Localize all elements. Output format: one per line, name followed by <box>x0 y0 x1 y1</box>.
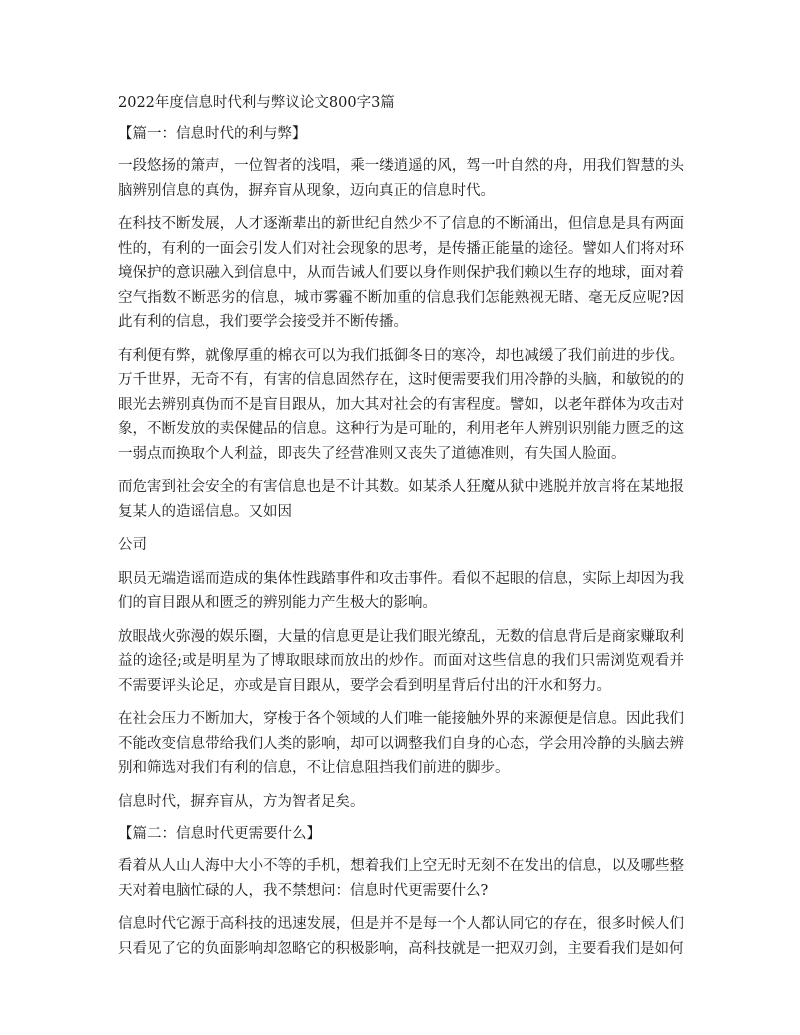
paragraph: 放眼战火弥漫的娱乐圈，大量的信息更是让我们眼光缭乱，无数的信息背后是商家赚取利益的途径;或是明星为了博取眼球而放出的炒作。而面对这些信息的我们只需浏览观看并不需要评头论足，亦或是盲目跟从，要学会看到明星背后付出的汗水和努力。 <box>118 628 684 694</box>
paragraph: 公司 <box>118 537 147 553</box>
paragraph: 一段悠扬的箫声，一位智者的浅唱，乘一缕逍遥的风，驾一叶自然的舟，用我们智慧的头脑辨别信息的真伪，摒弃盲从现象，迈向真正的信息时代。 <box>118 158 684 199</box>
paragraph: 在社会压力不断加大，穿梭于各个领域的人们唯一能接触外界的来源便是信息。因此我们不能改变信息带给我们人类的影响，却可以调整我们自身的心态，学会用冷静的头脑去辨别和筛选对我们有利的信息，不让信息阻挡我们前进的脚步。 <box>118 711 684 776</box>
section-heading-2: 【篇二：信息时代更需要什么】 <box>118 826 321 842</box>
paragraph: 而危害到社会安全的有害信息也是不计其数。如某杀人狂魔从狱中逃脱并放言将在某地报复某人的造谣信息。又如因 <box>118 479 684 520</box>
paragraph: 有利便有弊，就像厚重的棉衣可以为我们抵御冬日的寒冷，却也减缓了我们前进的步伐。万千世界，无奇不有，有害的信息固然存在，这时便需要我们用冷静的头脑，和敏锐的的眼光去辨别真伪而不是盲目跟从，加大其对社会的有害程度。譬如，以老年群体为攻击对象，不断发放的卖保健品的信息。这种行为是可耻的，利用老年人辨别识别能力匮乏的这一弱点而换取个人利益，即丧失了经营准则又丧失了道德准则，有失国人脸面。 <box>118 347 684 462</box>
paragraph: 信息时代，摒弃盲从，方为智者足矣。 <box>118 793 365 810</box>
paragraph: 职员无端造谣而造成的集体性践踏事件和攻击事件。看似不起眼的信息，实际上却因为我们的盲目跟从和匮乏的辨别能力产生极大的影响。 <box>118 570 684 611</box>
paragraph: 信息时代它源于高科技的迅速发展，但是并不是每一个人都认同它的存在，很多时候人们只看见了它的负面影响却忽略它的积极影响，高科技就是一把双刃剑，主要看我们是如何 <box>118 916 684 957</box>
document-page <box>118 92 684 970</box>
document-title: 2022年度信息时代利与弊议论文800字3篇 <box>118 95 395 111</box>
section-heading-1: 【篇一：信息时代的利与弊】 <box>118 126 307 142</box>
paragraph: 在科技不断发展，人才逐渐辈出的新世纪自然少不了信息的不断涌出，但信息是具有两面性的，有利的一面会引发人们对社会现象的思考，是传播正能量的途径。譬如人们将对环境保护的意识融入到信息中，从而告诫人们要以身作则保护我们赖以生存的地球，面对着空气指数不断恶劣的信息，城市雾霾不断加重的信息我们怎能熟视无睹、毫无反应呢?因此有利的信息，我们要学会接受并不断传播。 <box>118 216 684 330</box>
paragraph: 看着从人山人海中大小不等的手机，想着我们上空无时无刻不在发出的信息，以及哪些整天对着电脑忙碌的人，我不禁想问：信息时代更需要什么? <box>118 858 684 899</box>
